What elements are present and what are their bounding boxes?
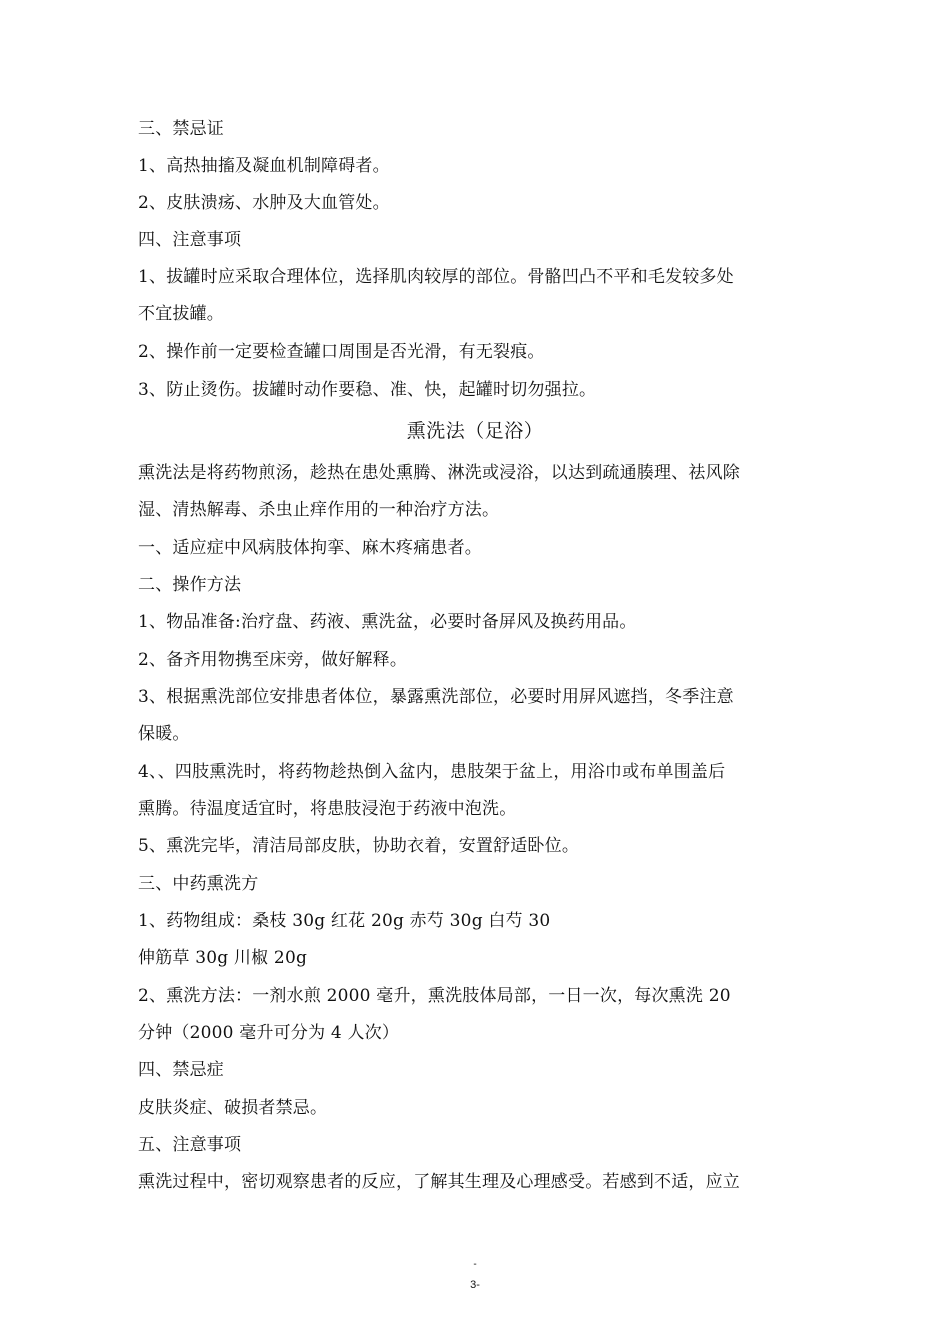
paragraph-line: 熏洗过程中，密切观察患者的反应，了解其生理及心理感受。若感到不适，应立 (138, 1172, 740, 1192)
heading-precautions: 四、注意事项 (138, 230, 242, 250)
heading-herbal-formula: 三、中药熏洗方 (138, 874, 259, 894)
paragraph-line: 1、物品准备:治疗盘、药液、熏洗盆，必要时备屏风及换药用品。 (138, 612, 637, 632)
paragraph-line: 熏腾。待温度适宜时，将患肢浸泡于药液中泡洗。 (138, 799, 517, 819)
paragraph-line: 不宜拔罐。 (138, 304, 224, 324)
heading-precautions-2: 五、注意事项 (138, 1135, 242, 1155)
footer-dash: - (473, 1259, 477, 1270)
paragraph-line: 5、熏洗完毕，清洁局部皮肤，协助衣着，安置舒适卧位。 (138, 836, 580, 856)
paragraph-line: 分钟（2000 毫升可分为 4 人次） (138, 1023, 400, 1043)
heading-contraindications: 三、禁忌证 (138, 119, 224, 139)
paragraph-line: 1、高热抽搐及凝血机制障碍者。 (138, 156, 390, 176)
paragraph-line: 皮肤炎症、破损者禁忌。 (138, 1098, 328, 1118)
paragraph-line: 2、熏洗方法：一剂水煎 2000 毫升，熏洗肢体局部，一日一次，每次熏洗 20 (138, 986, 731, 1006)
paragraph-line: 3、根据熏洗部位安排患者体位，暴露熏洗部位，必要时用屏风遮挡，冬季注意 (138, 687, 734, 707)
heading-operation-method: 二、操作方法 (138, 575, 242, 595)
paragraph-line: 2、皮肤溃疡、水肿及大血管处。 (138, 193, 390, 213)
paragraph-line: 一、适应症中风病肢体拘挛、麻木疼痛患者。 (138, 538, 482, 558)
paragraph-line: 1、药物组成：桑枝 30g 红花 20g 赤芍 30g 白芍 30 (138, 911, 551, 931)
paragraph-line: 1、拔罐时应采取合理体位，选择肌肉较厚的部位。骨骼凹凸不平和毛发较多处 (138, 267, 734, 287)
paragraph-line: 伸筋草 30g 川椒 20g (138, 948, 308, 968)
section-title: 熏洗法（足浴） (406, 420, 544, 442)
heading-contraindications-2: 四、禁忌症 (138, 1060, 224, 1080)
paragraph-line: 熏洗法是将药物煎汤，趁热在患处熏腾、淋洗或浸浴，以达到疏通腠理、祛风除 (138, 463, 740, 483)
page-number: 3- (470, 1279, 480, 1291)
paragraph-line: 2、操作前一定要检查罐口周围是否光滑，有无裂痕。 (138, 342, 545, 362)
paragraph-line: 保暖。 (138, 724, 190, 744)
paragraph-line: 湿、清热解毒、杀虫止痒作用的一种治疗方法。 (138, 500, 500, 520)
paragraph-line: 3、防止烫伤。拔罐时动作要稳、准、快，起罐时切勿强拉。 (138, 380, 597, 400)
paragraph-line: 4、、四肢熏洗时，将药物趁热倒入盆内，患肢架于盆上，用浴巾或布单围盖后 (138, 762, 726, 782)
paragraph-line: 2、备齐用物携至床旁，做好解释。 (138, 650, 408, 670)
